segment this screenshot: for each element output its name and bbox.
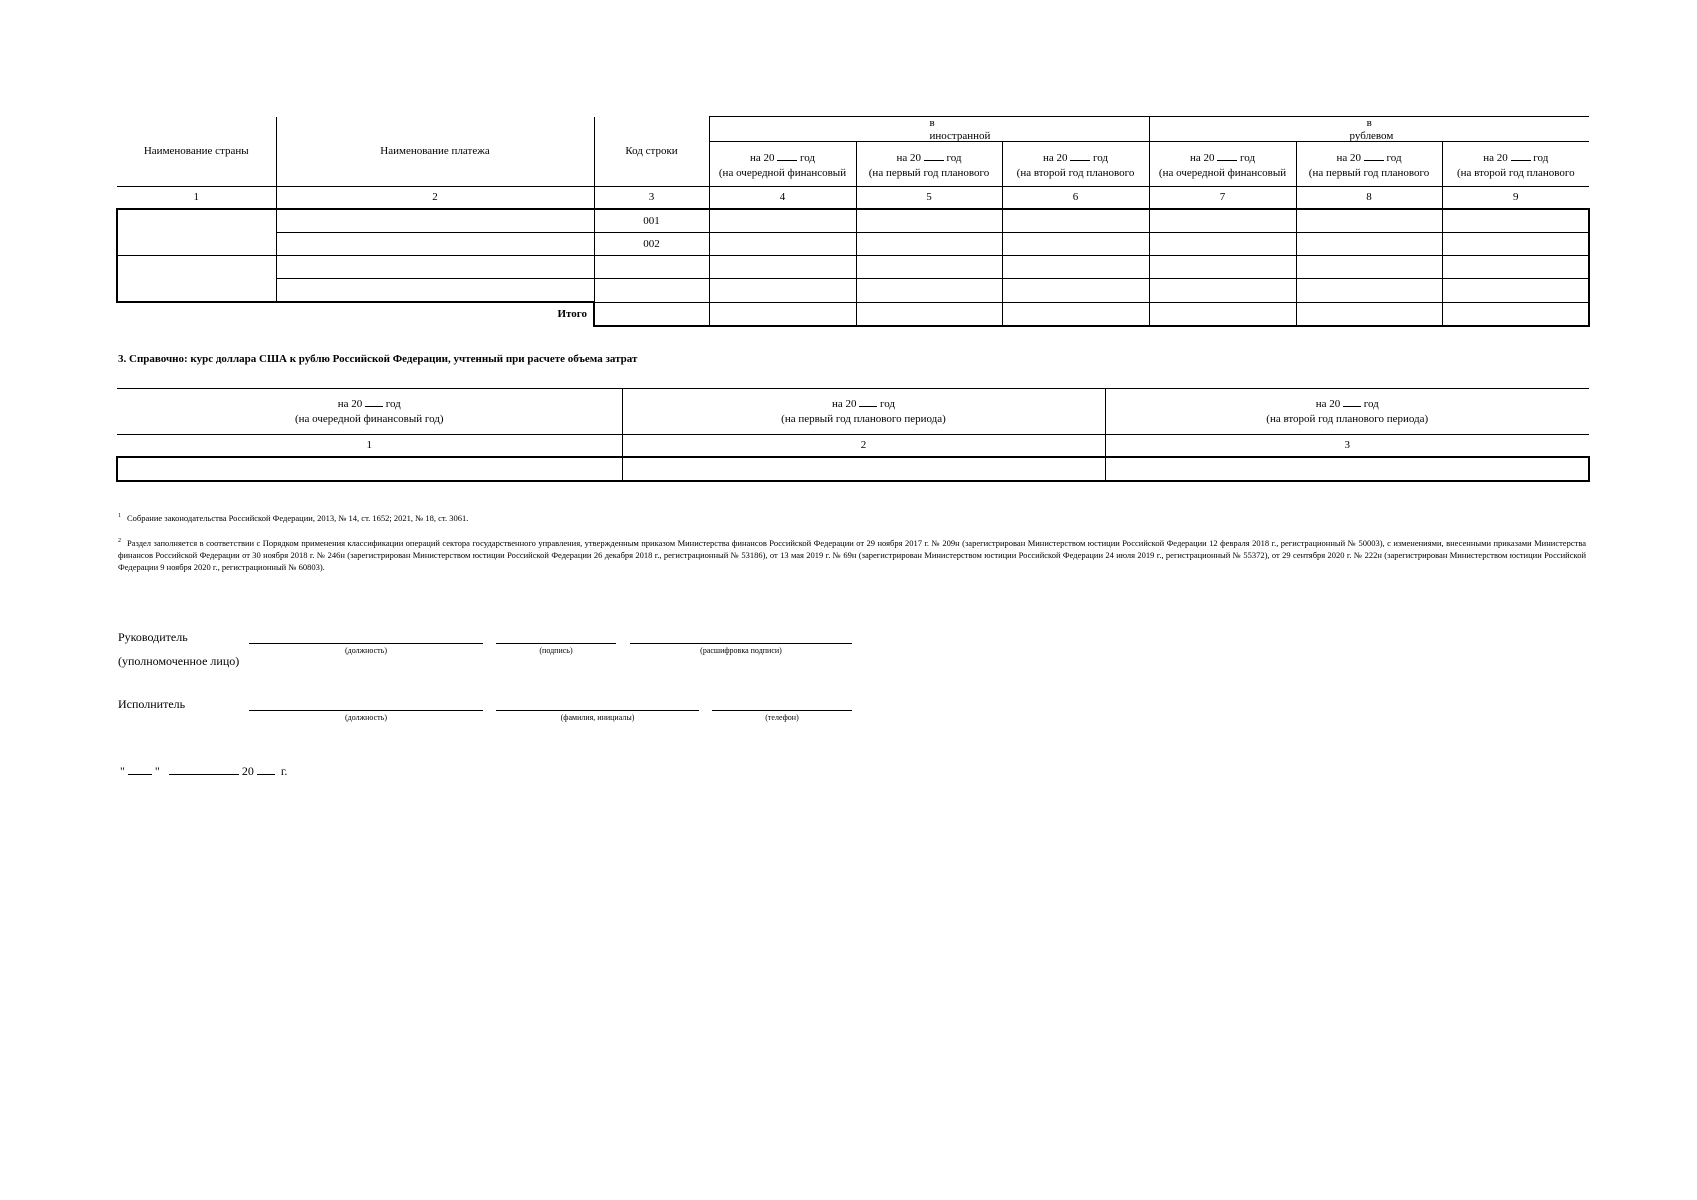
value-cell[interactable]	[1149, 209, 1296, 233]
head-label: Руководитель	[118, 630, 188, 644]
payment-cell[interactable]	[276, 256, 594, 279]
column-numbers-row	[117, 187, 1589, 210]
value-cell[interactable]	[1296, 279, 1442, 303]
head-decode-line[interactable]	[630, 643, 852, 644]
col-number: 1	[117, 435, 622, 458]
value-cell[interactable]	[1296, 209, 1442, 233]
total-cell[interactable]	[856, 302, 1002, 326]
rate-header-1: на 20 год (на очередной финансовый год)	[117, 389, 622, 435]
table-row	[117, 233, 1589, 256]
col-number: 8	[1296, 187, 1442, 210]
value-cell[interactable]	[709, 209, 856, 233]
col-number: 5	[856, 187, 1002, 210]
caption-position: (должность)	[345, 646, 387, 655]
col-number: 2	[276, 187, 594, 210]
rate-value-cell[interactable]	[1105, 457, 1589, 481]
total-row	[117, 302, 1589, 326]
value-cell[interactable]	[1149, 233, 1296, 256]
rate-header-3: на 20 год (на второй год планового периода)	[1105, 389, 1589, 435]
header-year-1: на 20 год (на очередной финансовый	[709, 142, 856, 187]
caption-signature: (подпись)	[539, 646, 573, 655]
payment-cell[interactable]	[276, 209, 594, 233]
value-cell[interactable]	[1442, 233, 1589, 256]
date-line: " " 20 г.	[120, 764, 288, 778]
header-rub-year-1: на 20 год (на очередной финансовый	[1149, 142, 1296, 187]
executor-label: Исполнитель	[118, 697, 186, 711]
col-number: 7	[1149, 187, 1296, 210]
value-cell[interactable]	[1442, 209, 1589, 233]
country-cell[interactable]	[117, 256, 276, 303]
col-number: 6	[1002, 187, 1149, 210]
day-blank[interactable]	[128, 764, 152, 775]
value-cell[interactable]	[1002, 209, 1149, 233]
exec-position-line[interactable]	[249, 710, 483, 711]
header-rub-year-2: на 20 год (на первый год планового	[1296, 142, 1442, 187]
exec-name-line[interactable]	[496, 710, 699, 711]
header-payment: Наименование платежа	[276, 117, 594, 187]
col-number: 9	[1442, 187, 1589, 210]
value-cell[interactable]	[856, 279, 1002, 303]
payment-cell[interactable]	[276, 233, 594, 256]
value-cell[interactable]	[1296, 233, 1442, 256]
header-year-2: на 20 год (на первый год планового	[856, 142, 1002, 187]
table-row	[117, 279, 1589, 303]
total-cell[interactable]	[1442, 302, 1589, 326]
caption-phone: (телефон)	[765, 713, 799, 722]
table-row	[117, 256, 1589, 279]
value-cell[interactable]	[709, 256, 856, 279]
value-cell[interactable]	[1002, 233, 1149, 256]
head-signature-line[interactable]	[496, 643, 616, 644]
country-cell[interactable]	[117, 209, 276, 256]
header-rub-year-3: на 20 год (на второй год планового	[1456, 151, 1575, 179]
value-cell[interactable]	[856, 233, 1002, 256]
rate-header-2: на 20 год (на первый год планового периода)	[622, 389, 1105, 435]
total-label: Итого	[557, 307, 587, 320]
total-code-cell[interactable]	[594, 302, 709, 326]
section-3-title: 3. Справочно: курс доллара США к рублю Российской Федерации, учтенный при расчете объема затрат	[118, 353, 638, 365]
head-position-line[interactable]	[249, 643, 483, 644]
head-sub-label: (уполномоченное лицо)	[118, 654, 240, 668]
col-number: 2	[622, 435, 1105, 458]
row-code: 001	[594, 209, 709, 233]
year-blank[interactable]	[257, 764, 275, 775]
col-number: 3	[594, 187, 709, 210]
value-cell[interactable]	[709, 233, 856, 256]
rate-value-cell[interactable]	[622, 457, 1105, 481]
payment-cell[interactable]	[276, 279, 594, 303]
value-cell[interactable]	[1296, 256, 1442, 279]
header-group-foreign: в иностранной	[709, 117, 1149, 142]
value-cell[interactable]	[709, 279, 856, 303]
caption-position: (должность)	[345, 713, 387, 722]
header-year-3: на 20 год (на второй год планового	[1002, 142, 1149, 187]
header-country: Наименование страны	[117, 117, 276, 187]
exchange-rate-table	[116, 388, 1590, 482]
total-cell[interactable]	[1296, 302, 1442, 326]
row-code[interactable]	[594, 279, 709, 303]
total-cell[interactable]	[709, 302, 856, 326]
row-code[interactable]	[594, 256, 709, 279]
col-number: 3	[1105, 435, 1589, 458]
total-cell[interactable]	[1149, 302, 1296, 326]
caption-name: (фамилия, инициалы)	[560, 713, 635, 722]
value-cell[interactable]	[856, 209, 1002, 233]
value-cell[interactable]	[1149, 256, 1296, 279]
header-code: Код строки	[594, 117, 709, 187]
footnote-1: $^1$ Собрание законодательства Российской Федерации, 2013, № 14, ст. 1652; 2021, № 18, ст. 3061.	[118, 513, 469, 523]
month-blank[interactable]	[169, 764, 239, 775]
value-cell[interactable]	[1442, 279, 1589, 303]
value-cell[interactable]	[856, 256, 1002, 279]
rate-value-cell[interactable]	[117, 457, 622, 481]
value-cell[interactable]	[1442, 256, 1589, 279]
total-cell[interactable]	[1002, 302, 1149, 326]
payments-table	[116, 116, 1590, 327]
caption-decode: (расшифровка подписи)	[700, 646, 782, 655]
footnote-2: $^2$ Раздел заполняется в соответствии с Порядком применения классификации операций сектора государственного управления, утвержденным приказом Министерства финансов Российской Федерации от 29 ноября 2017 г. № 209н (зарегистрирован Министерством юстиции Российской Федерации 12 февраля 2018 г., регистрационный № 50003), с изменениями, внесенными приказами Министерства финансов Российской Федерации от 30 ноября 2018 г. № 246н (зарегистрирован Министерством юстиции Российской Федерации 26 декабря 2018 г., регистрационный № 53186), от 13 мая 2019 г. № 69н (зарегистрирован Министерством юстиции Российской Федерации 24 июля 2019 г., регистрационный № 55372), от 29 сентября 2020 г. № 222н (зарегистрирован Министерством юстиции Российской Федерации 9 ноября 2020 г., регистрационный № 60803).	[118, 538, 1586, 572]
exec-phone-line[interactable]	[712, 710, 852, 711]
value-cell[interactable]	[1149, 279, 1296, 303]
col-number: 4	[709, 187, 856, 210]
col-number: 1	[117, 187, 276, 210]
header-group-rub: в рублевом	[1149, 117, 1589, 142]
value-cell[interactable]	[1002, 256, 1149, 279]
table-row	[117, 209, 1589, 233]
value-cell[interactable]	[1002, 279, 1149, 303]
row-code: 002	[594, 233, 709, 256]
